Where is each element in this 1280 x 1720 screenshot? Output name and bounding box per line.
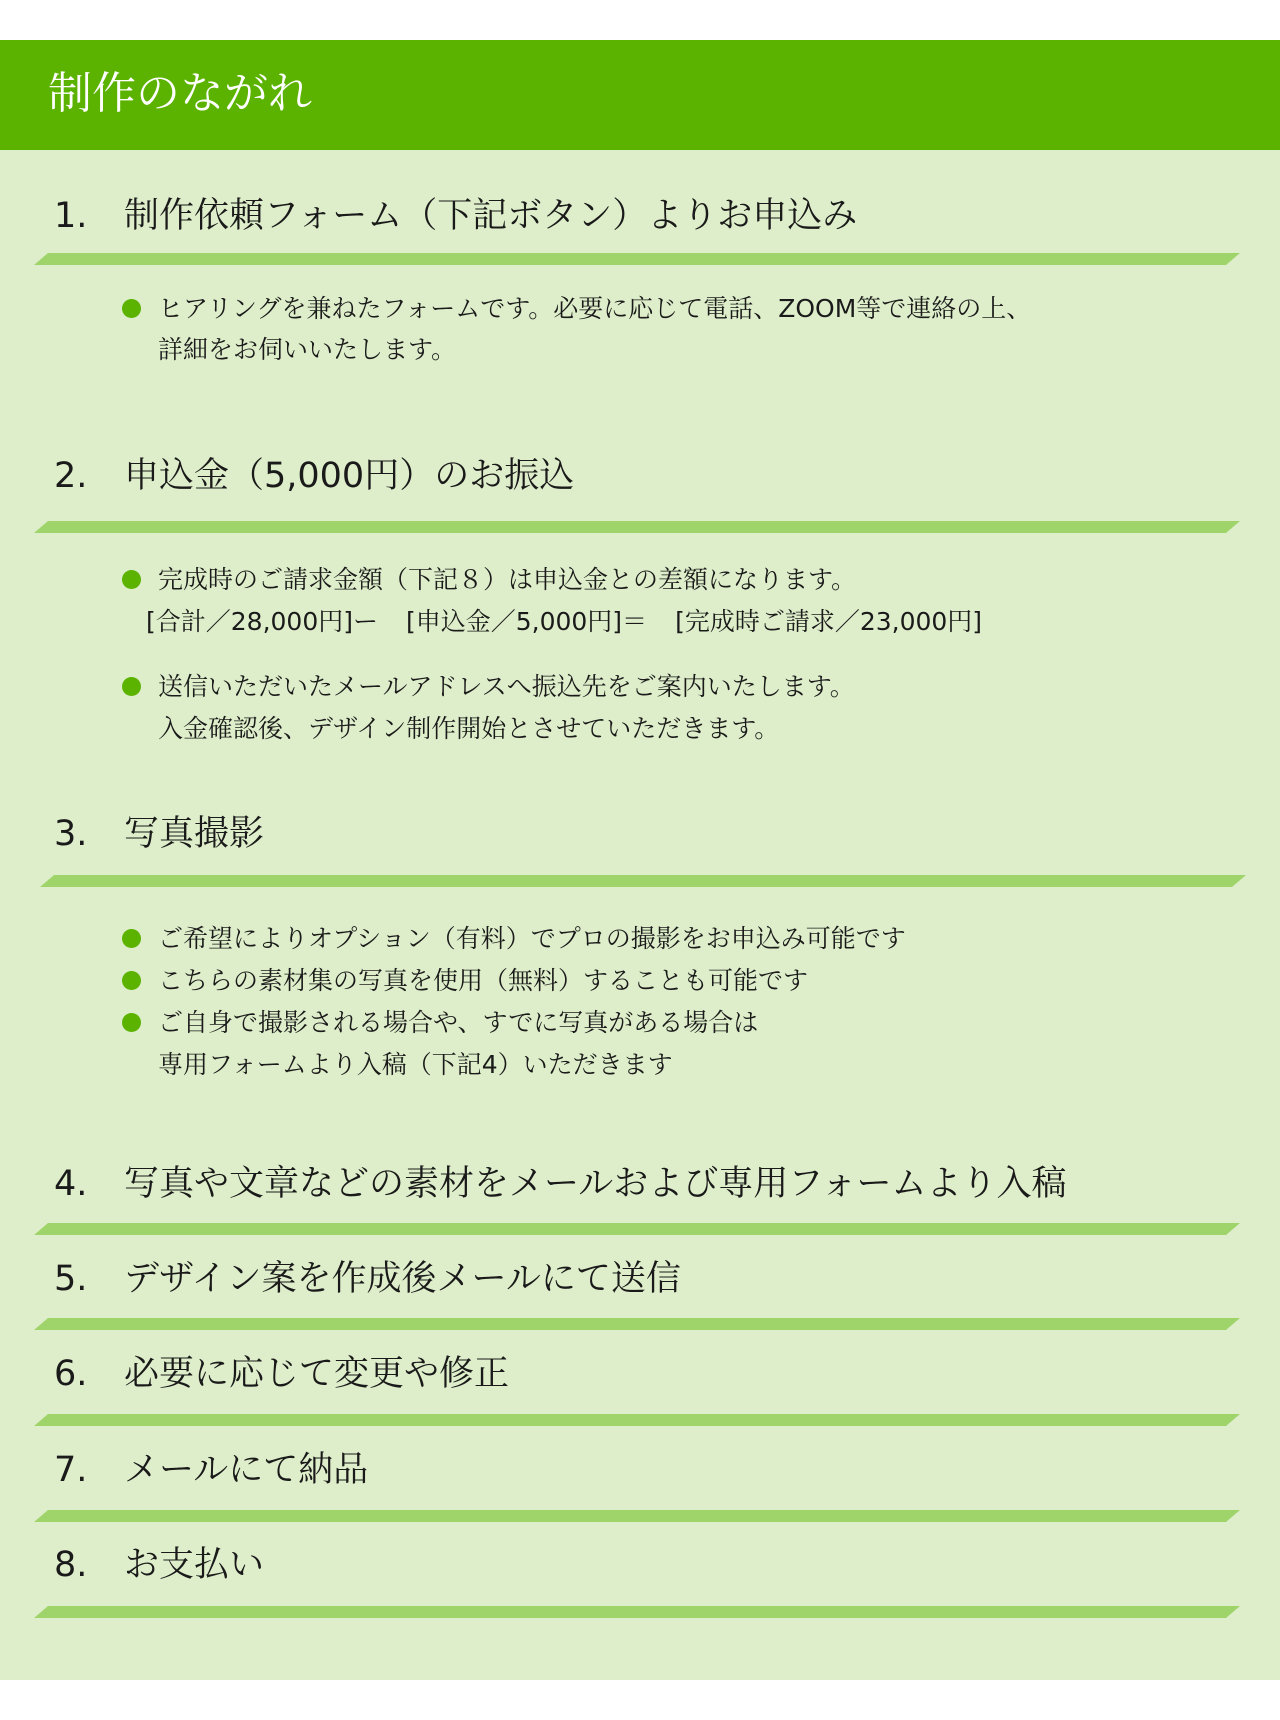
step-1-title [54, 192, 857, 240]
bullet-continuation: 専用フォームより入稿（下記4）いただきます [158, 1050, 673, 1079]
step-title-text: 必要に応じて変更や修正 [124, 1354, 510, 1394]
step-5-title [54, 1255, 681, 1303]
step-number: 7. [54, 1450, 88, 1490]
bullet-item: ヒアリングを兼ねたフォームです。必要に応じて電話、ZOOM等で連絡の上、 [122, 292, 1031, 326]
step-divider [34, 1510, 1240, 1522]
bullet-item: 完成時のご請求金額（下記８）は申込金との差額になります。 [122, 563, 856, 597]
page-title: 制作のながれ [48, 68, 312, 119]
step-number: 1. [54, 196, 88, 236]
step-number: 4. [54, 1164, 88, 1204]
bullet-item: ご希望によりオプション（有料）でプロの撮影をお申込み可能です [122, 922, 906, 956]
step-title-text: デザイン案を作成後メールにて送信 [124, 1259, 681, 1299]
step-number: 5. [54, 1259, 88, 1299]
step-number: 2. [54, 456, 88, 496]
step-3-title [54, 810, 264, 858]
bullet-continuation: 詳細をお伺いいたします。 [158, 335, 457, 364]
step-number: 6. [54, 1354, 88, 1394]
bullet-dot-icon [122, 1013, 141, 1032]
price-formula: [合計／28,000円]ー [申込金／5,000円]＝ [完成時ご請求／23,000円] [146, 607, 983, 636]
bullet-dot-icon [122, 570, 141, 589]
step-7-title [54, 1446, 368, 1494]
step-4-title [54, 1160, 1067, 1208]
step-6-title [54, 1350, 509, 1398]
step-8-title [54, 1541, 264, 1589]
bullet-dot-icon [122, 299, 141, 318]
step-divider [34, 1414, 1240, 1426]
bullet-item: 送信いただいたメールアドレスへ振込先をご案内いたします。 [122, 670, 855, 704]
step-title-text: 写真や文章などの素材をメールおよび専用フォームより入稿 [124, 1164, 1067, 1204]
step-number: 3. [54, 814, 88, 854]
step-divider [34, 521, 1240, 533]
step-title-text: 写真撮影 [124, 814, 265, 854]
step-divider [34, 1223, 1240, 1235]
step-divider [34, 1318, 1240, 1330]
step-divider [34, 253, 1240, 265]
bullet-dot-icon [122, 677, 141, 696]
step-title-text: 申込金（5,000円）のお振込 [124, 456, 575, 496]
step-number: 8. [54, 1545, 88, 1585]
bullet-item: ご自身で撮影される場合や、すでに写真がある場合は [122, 1006, 758, 1040]
bullet-continuation: 入金確認後、デザイン制作開始とさせていただきます。 [158, 714, 780, 743]
bullet-dot-icon [122, 929, 141, 948]
step-title-text: お支払い [124, 1545, 265, 1585]
step-title-text: 制作依頼フォーム（下記ボタン）よりお申込み [124, 196, 858, 236]
step-title-text: メールにて納品 [124, 1450, 369, 1490]
bullet-dot-icon [122, 971, 141, 990]
step-divider [40, 875, 1246, 887]
step-2-title [54, 452, 574, 500]
step-divider [34, 1606, 1240, 1618]
bullet-item: こちらの素材集の写真を使用（無料）することも可能です [122, 964, 808, 998]
header-banner [0, 40, 1280, 150]
